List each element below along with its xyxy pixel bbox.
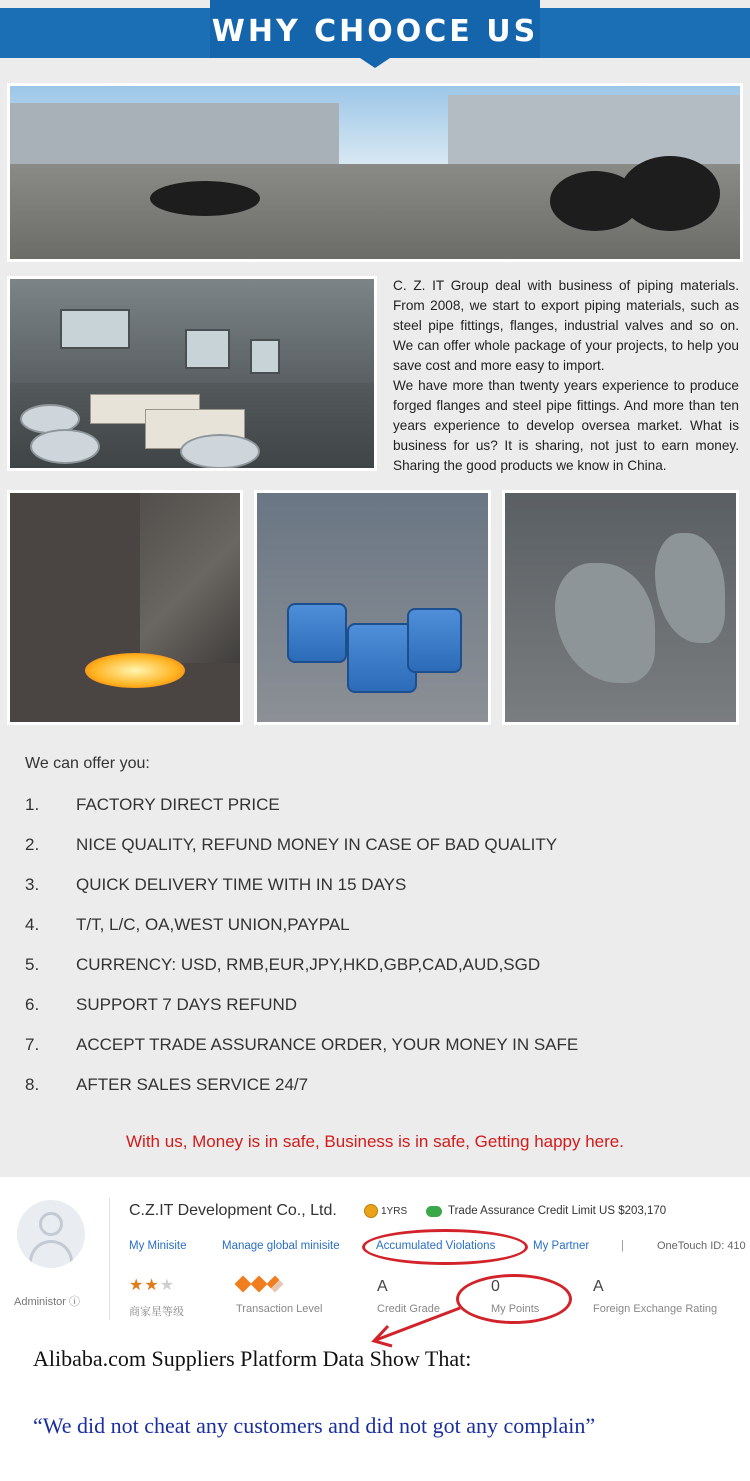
link-separator: | [621,1240,624,1252]
large-pipe-elbow [555,563,655,683]
link-my-minisite[interactable]: My Minisite [129,1240,187,1252]
highlight-oval-violations [362,1229,528,1265]
offer-title: We can offer you: [25,755,150,772]
warehouse-photo [7,276,377,471]
highlight-oval-points [456,1274,572,1324]
star-icon: ★ [159,1277,176,1294]
flange-stack [407,608,462,673]
platform-quote: “We did not cheat any customers and did not got any complain” [33,1413,596,1438]
diamond-icon [267,1276,284,1293]
forging-photo [7,490,243,725]
forex-rating-value: A [593,1278,604,1295]
star-rating [129,1275,175,1295]
platform-claim: Alibaba.com Suppliers Platform Data Show That: [33,1346,472,1371]
pipe-pile [150,181,260,216]
about-paragraph-2: We have more than twenty years experience to produce forged flanges and steel pipe fittings. And more than ten years experience to develop oversea market. What is business for us? It is sharing, not just to earn money. Sharing the good products we know in China. [393,378,739,473]
credit-grade-label: Credit Grade [377,1303,440,1315]
trade-assurance: Trade Assurance Credit Limit US $203,170 [426,1205,666,1217]
pipe-elbow-photo [502,490,739,725]
years-badge: 1YRS [364,1204,407,1218]
offer-item: 8. AFTER SALES SERVICE 24/7 [25,1075,309,1094]
avatar [17,1200,85,1268]
admin-label: Administor ⓘ [14,1296,81,1308]
transaction-level-label: Transaction Level [236,1303,323,1315]
about-text [393,276,739,476]
hot-forging-ring [85,653,185,688]
flange-stock-photo [254,490,491,725]
transaction-level-gems [237,1278,281,1290]
banner-title: WHY CHOOCE US [211,14,539,49]
company-name[interactable]: C.Z.IT Development Co., Ltd. [129,1202,337,1219]
offer-item: 2. NICE QUALITY, REFUND MONEY IN CASE OF BAD QUALITY [25,835,558,854]
flange-stack [287,603,347,663]
forex-rating-label: Foreign Exchange Rating [593,1303,718,1315]
link-manage-global-minisite[interactable]: Manage global minisite [222,1240,340,1252]
onetouch-id: OneTouch ID: 410 [657,1240,746,1252]
credit-grade-value: A [377,1278,388,1295]
link-accumulated-violations[interactable]: Accumulated Violations [376,1240,496,1252]
my-points-value: 0 [491,1278,500,1295]
offer-item: 5. CURRENCY: USD, RMB,EUR,JPY,HKD,GBP,CAD,AUD,SGD [25,955,541,974]
star-icon: ★ [129,1277,145,1294]
section-banner [0,0,750,68]
medal-icon [364,1204,378,1218]
flange-disc [30,429,100,464]
offer-item: 4. T/T, L/C, OA,WEST UNION,PAYPAL [25,915,350,934]
slogan: With us, Money is in safe, Business is in safe, Getting happy here. [126,1132,624,1151]
factory-yard-photo [7,83,743,262]
pipe-elbow-pile [620,156,720,231]
offer-item: 3. QUICK DELIVERY TIME WITH IN 15 DAYS [25,875,407,894]
offer-item: 7. ACCEPT TRADE ASSURANCE ORDER, YOUR MONEY IN SAFE [25,1035,579,1054]
banner-notch [360,58,390,68]
diamond-icon [251,1276,268,1293]
offer-item: 6. SUPPORT 7 DAYS REFUND [25,995,298,1014]
about-paragraph-1: C. Z. IT Group deal with business of piping materials. From 2008, we start to export piping materials, such as steel pipe fittings, flanges, industrial valves and so on. We can offer whole package of your projects, to help you save cost and more easy to import. [393,278,739,373]
trade-assurance-icon [426,1206,442,1217]
divider [109,1198,110,1320]
star-rating-label: 商家星等级 [129,1306,184,1318]
diamond-icon [235,1276,252,1293]
link-my-partner[interactable]: My Partner [533,1240,590,1252]
info-icon: ⓘ [69,1296,81,1308]
flange-disc [180,434,260,469]
my-points-label: My Points [491,1303,540,1315]
large-pipe-elbow [655,533,725,643]
offer-item: 1. FACTORY DIRECT PRICE [25,795,280,814]
star-icon: ★ [144,1277,160,1294]
